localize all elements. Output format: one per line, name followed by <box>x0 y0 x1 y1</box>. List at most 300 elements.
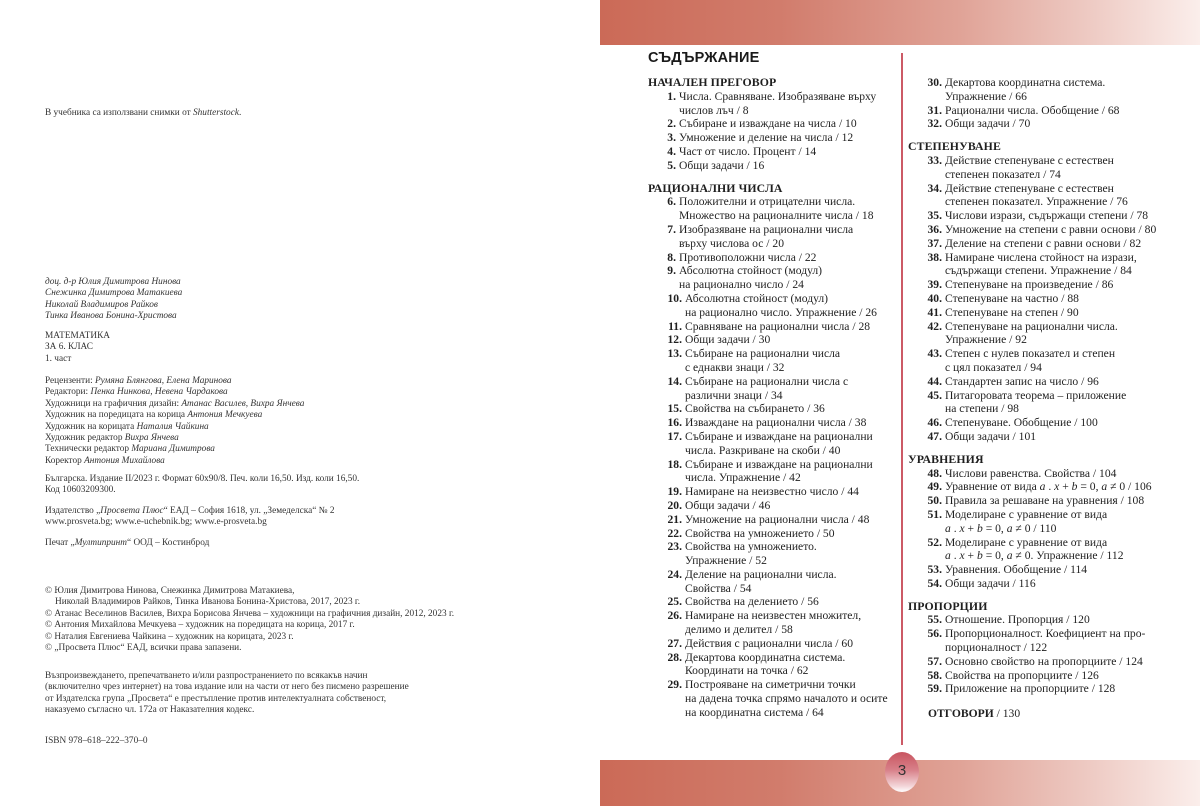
toc-entry-continuation[interactable] <box>908 402 1193 416</box>
toc-entry-text: Степенуване на произведение / 86 <box>945 278 1114 292</box>
credit-role: Коректор <box>45 455 85 466</box>
author: Тинка Иванова Бонина-Христова <box>45 311 177 322</box>
toc-entry-number: 19. <box>667 485 682 499</box>
toc-entry-continuation[interactable] <box>648 306 898 320</box>
toc-entry[interactable] <box>648 458 898 472</box>
toc-entry[interactable] <box>648 402 898 416</box>
toc-entry-text: Пропорционалност. Коефициент на про- <box>945 627 1146 641</box>
credit-role: Художници на графичния дизайн: <box>45 398 182 409</box>
toc-entry[interactable] <box>648 223 898 237</box>
toc-entry-text: числов лъч / 8 <box>679 103 749 117</box>
toc-entry[interactable] <box>908 627 1193 641</box>
toc-entry-text: с цял показател / 94 <box>945 360 1042 374</box>
toc-entry-text: Степен с нулев показател и степен <box>945 347 1116 361</box>
toc-entry-number: 16. <box>667 416 682 430</box>
credit-line <box>45 410 304 421</box>
toc-entry-number: 49. <box>927 480 942 494</box>
toc-entry-text: Декартова координатна система. <box>945 76 1106 89</box>
toc-entry-text: на рационално число / 24 <box>679 278 804 292</box>
toc-entry-number: 38. <box>927 250 942 264</box>
toc-entry-text: Общи задачи / 70 <box>945 117 1031 131</box>
toc-entry-number: 56. <box>927 627 942 641</box>
toc-entry-text: Основно свойство на пропорциите / 124 <box>945 654 1143 668</box>
toc-entry-text: Свойства на делението / 56 <box>685 595 819 609</box>
credit-role: Редактори: <box>45 387 91 398</box>
toc-entry-text: Общи задачи / 101 <box>945 429 1037 443</box>
toc-entry-text: Свойства на пропорциите / 126 <box>945 668 1099 682</box>
credits-list <box>45 376 304 467</box>
toc-entry-number: 9. <box>667 264 676 278</box>
toc-entry-number: 13. <box>667 347 682 361</box>
toc-entry-text: Свойства / 54 <box>685 581 752 595</box>
answers-label: ОТГОВОРИ <box>928 707 994 721</box>
toc-entry[interactable] <box>908 669 1193 683</box>
toc-entry-text: Събиране на рационални числа с <box>685 374 849 388</box>
credit-names: Вихра Янчева <box>124 433 179 444</box>
toc-entry-number: 28. <box>667 650 682 664</box>
toc-entry-text: Положителни и отрицателни числа. <box>679 195 856 209</box>
toc-page <box>600 0 1200 806</box>
toc-entry-continuation[interactable] <box>908 361 1193 375</box>
toc-entry-text: Свойства на умножението / 50 <box>685 526 835 540</box>
credit-role: Художник на поредицата на корица <box>45 410 188 421</box>
toc-entry-text: съдържащи степени. Упражнение / 84 <box>945 264 1132 278</box>
toc-entry[interactable] <box>908 237 1193 251</box>
toc-entry-text: Степенуване. Обобщение / 100 <box>945 416 1098 430</box>
toc-entry-continuation[interactable] <box>908 168 1193 182</box>
toc-entry-number: 22. <box>667 526 682 540</box>
toc-entry[interactable] <box>648 595 898 609</box>
toc-column-2 <box>908 76 1193 721</box>
toc-entry-text: различни знаци / 34 <box>685 388 783 402</box>
toc-entry[interactable] <box>648 159 898 173</box>
credit-names: Антония Мечкуева <box>187 410 263 421</box>
toc-entry-continuation[interactable] <box>908 195 1193 209</box>
credit-line <box>45 456 304 467</box>
toc-entry-continuation[interactable] <box>648 623 898 637</box>
toc-entry-text: Действия с рационални числа / 60 <box>685 636 853 650</box>
toc-entry-number: 55. <box>927 613 942 627</box>
toc-entry-continuation[interactable] <box>648 104 898 118</box>
toc-entry[interactable] <box>908 223 1193 237</box>
toc-entry-text: Степенуване на частно / 88 <box>945 291 1079 305</box>
toc-entry[interactable] <box>908 682 1193 696</box>
toc-entry-text: степенен показател. Упражнение / 76 <box>945 195 1128 209</box>
toc-entry-continuation[interactable] <box>648 209 898 223</box>
toc-entry-text: Рационални числа. Обобщение / 68 <box>945 103 1120 117</box>
toc-entry-continuation[interactable] <box>648 692 898 706</box>
toc-entry-text: Абсолютна стойност (модул) <box>679 264 823 278</box>
toc-entry[interactable] <box>908 375 1193 389</box>
copyright-line: © Атанас Веселинов Василев, Вихра Борисова Янчева – художници на графичния дизайн, 2012, 2023 г. <box>45 608 455 619</box>
credit-line <box>45 387 304 398</box>
credit-names: Мариана Димитрова <box>131 444 215 455</box>
page-number-badge: 3 <box>885 752 919 792</box>
toc-entry-number: 2. <box>667 117 676 131</box>
toc-entry-text: Упражнение / 52 <box>685 554 767 568</box>
toc-entry-continuation[interactable] <box>648 444 898 458</box>
rights-notice <box>45 671 409 717</box>
credit-names: Румяна Блянгова, Елена Маринова <box>94 376 232 386</box>
toc-entry-number: 23. <box>667 540 682 554</box>
copyright-line: © Наталия Евгениева Чайкина – художник на корицата, 2023 г. <box>45 631 294 642</box>
toc-entry[interactable] <box>908 577 1193 591</box>
toc-entry-text: a . x + b = 0, a ≠ 0. Упражнение / 112 <box>945 549 1124 563</box>
toc-entry[interactable] <box>908 104 1193 118</box>
toc-entry-number: 40. <box>927 291 942 305</box>
toc-entry[interactable] <box>908 306 1193 320</box>
toc-entry-text: Упражнение / 92 <box>945 333 1027 347</box>
toc-entry[interactable] <box>908 76 1193 90</box>
toc-entry[interactable] <box>908 117 1193 131</box>
toc-entry-number: 57. <box>927 654 942 668</box>
toc-entry-text: Умножение на рационални числа / 48 <box>685 512 870 526</box>
toc-entry-text: Множество на рационалните числа / 18 <box>679 209 874 223</box>
toc-entry-continuation[interactable] <box>908 333 1193 347</box>
toc-entry[interactable] <box>908 320 1193 334</box>
toc-entry-continuation[interactable] <box>908 264 1193 278</box>
toc-entry-number: 52. <box>927 535 942 549</box>
toc-entry[interactable] <box>648 145 898 159</box>
rights-line: Възпроизвеждането, препечатването и/или разпространението по всякакъв начин <box>45 671 368 681</box>
toc-entry[interactable] <box>908 251 1193 265</box>
toc-entry-text: на рационално число. Упражнение / 26 <box>685 305 877 319</box>
edition-info <box>45 474 359 497</box>
photo-note-text: В учебника са използвани снимки от <box>45 108 193 118</box>
toc-section-heading[interactable]: СТЕПЕНУВАНЕ <box>908 139 1001 154</box>
book-grade: ЗА 6. КЛАС <box>45 342 93 353</box>
toc-entry-number: 11. <box>668 319 682 333</box>
isbn: ISBN 978–618–222–370–0 <box>45 736 148 746</box>
toc-entry-text: Питагоровата теорема – приложение <box>945 388 1127 402</box>
toc-column-1 <box>648 76 898 720</box>
toc-entry[interactable] <box>648 320 898 334</box>
toc-entry-text: Част от число. Процент / 14 <box>679 144 817 158</box>
toc-entry-number: 20. <box>667 498 682 512</box>
toc-entry-text: Събиране и изваждане на рационални <box>685 429 873 443</box>
toc-entry[interactable] <box>908 480 1193 494</box>
toc-entry[interactable] <box>648 131 898 145</box>
toc-entry[interactable] <box>908 494 1193 508</box>
credit-line <box>45 433 304 444</box>
credit-names: Антония Михайлова <box>84 455 165 466</box>
photo-note-end: . <box>238 108 242 118</box>
toc-entry-number: 54. <box>927 576 942 590</box>
toc-entry[interactable] <box>908 182 1193 196</box>
toc-entry-number: 17. <box>667 429 682 443</box>
toc-entry[interactable] <box>648 264 898 278</box>
credit-role: Технически редактор <box>45 444 132 455</box>
toc-entry-number: 59. <box>927 682 942 696</box>
toc-entry-text: върху числова ос / 20 <box>679 236 785 250</box>
publisher-name: Просвета Плюс <box>100 506 164 516</box>
toc-entry-number: 3. <box>667 131 676 145</box>
publisher-info <box>45 506 335 529</box>
toc-entry-number: 8. <box>667 250 676 264</box>
printing-info <box>45 538 209 549</box>
toc-entry[interactable] <box>908 430 1193 444</box>
toc-entry-continuation[interactable] <box>648 582 898 596</box>
toc-entry-number: 21. <box>667 512 682 526</box>
toc-entry-text: Моделиране с уравнение от вида <box>945 535 1108 549</box>
toc-entry[interactable] <box>648 651 898 665</box>
toc-entry-number: 48. <box>927 466 942 480</box>
toc-entry[interactable] <box>908 154 1193 168</box>
toc-entry-number: 18. <box>667 457 682 471</box>
toc-entry-continuation[interactable] <box>648 471 898 485</box>
toc-entry[interactable] <box>648 195 898 209</box>
toc-entry-text: Свойства на умножението. <box>685 540 817 554</box>
toc-entry-number: 26. <box>667 609 682 623</box>
toc-title: СЪДЪРЖАНИЕ <box>648 50 760 66</box>
toc-entry-text: Намиране числена стойност на изрази, <box>945 250 1137 264</box>
toc-entry-text: Умножение и деление на числа / 12 <box>679 131 854 145</box>
toc-entry-number: 41. <box>927 305 942 319</box>
header-band <box>600 0 1200 45</box>
copyright-line: © „Просвета Плюс“ ЕАД, всички права запазени. <box>45 643 242 654</box>
toc-entry-text: Упражнение / 66 <box>945 89 1027 103</box>
toc-entry-number: 25. <box>667 595 682 609</box>
toc-entry-text: Моделиране с уравнение от вида <box>945 507 1108 521</box>
toc-entry-text: Приложение на пропорциите / 128 <box>945 682 1116 696</box>
toc-entry-continuation[interactable] <box>648 706 898 720</box>
credit-names: Атанас Василев, Вихра Янчева <box>181 398 305 409</box>
toc-entry[interactable] <box>648 90 898 104</box>
toc-entry-text: Уравнения. Обобщение / 114 <box>945 563 1088 577</box>
toc-entry[interactable] <box>908 416 1193 430</box>
toc-entry[interactable] <box>648 540 898 554</box>
toc-entry[interactable] <box>648 637 898 651</box>
toc-entry[interactable] <box>908 278 1193 292</box>
toc-entry-continuation[interactable] <box>648 361 898 375</box>
toc-entry-text: Уравнение от вида a . x + b = 0, a ≠ 0 / 106 <box>945 480 1152 494</box>
printing-prefix: Печат „ <box>45 538 75 548</box>
toc-entry-text: Общи задачи / 46 <box>685 498 771 512</box>
credit-role: Рецензенти: <box>45 376 95 386</box>
toc-entry-text: на дадена точка спрямо началото и осите <box>685 692 888 706</box>
toc-entry-text: Деление на степени с равни основи / 82 <box>945 236 1142 250</box>
toc-entry-text: Абсолютна стойност (модул) <box>685 291 829 305</box>
credit-names: Пенка Нинкова, Невена Чардакова <box>90 387 228 398</box>
toc-entry-text: числа. Упражнение / 42 <box>685 471 801 485</box>
toc-entry-text: a . x + b = 0, a ≠ 0 / 110 <box>945 521 1057 535</box>
toc-entry-text: степенен показател / 74 <box>945 167 1061 181</box>
edition-line: Българска. Издание II/2023 г. Формат 60х90/8. Печ. коли 16,50. Изд. коли 16,50. <box>45 474 360 484</box>
toc-section-heading[interactable]: НАЧАЛЕН ПРЕГОВОР <box>648 75 777 89</box>
credit-line <box>45 376 304 387</box>
toc-entry-number: 33. <box>927 153 942 167</box>
photo-source: Shutterstock <box>193 108 239 118</box>
toc-entry-continuation[interactable] <box>908 641 1193 655</box>
toc-entry-number: 27. <box>667 636 682 650</box>
toc-entry[interactable] <box>908 563 1193 577</box>
book-title-block <box>45 331 110 365</box>
credit-role: Художник на корицата <box>45 421 137 432</box>
toc-entry[interactable] <box>648 416 898 430</box>
book-title: МАТЕМАТИКА <box>45 331 110 341</box>
toc-entry-continuation[interactable] <box>648 237 898 251</box>
toc-entry-text: Общи задачи / 16 <box>679 158 765 172</box>
toc-section-heading[interactable]: ПРОПОРЦИИ <box>908 598 988 613</box>
toc-entry-text: с еднакви знаци / 32 <box>685 360 785 374</box>
copyright-line: Николай Владимиров Райков, Тинка Иванова Бонина-Христова, 2017, 2023 г. <box>55 597 361 608</box>
toc-entry-text: Сравняване на рационални числа / 28 <box>685 319 871 333</box>
toc-entry-text: Намиране на неизвестно число / 44 <box>685 485 859 499</box>
toc-entry-number: 29. <box>667 678 682 692</box>
toc-entry-text: Събиране и изваждане на числа / 10 <box>679 117 857 131</box>
toc-entry-number: 50. <box>927 494 942 508</box>
toc-section-heading[interactable]: РАЦИОНАЛНИ ЧИСЛА <box>648 180 783 195</box>
toc-entry-text: на координатна система / 64 <box>685 705 824 719</box>
toc-entry-text: Степенуване на рационални числа. <box>945 319 1118 333</box>
rights-line: (включително чрез интернет) на това издание или на части от него без писмено разрешение <box>45 682 409 693</box>
toc-entry-continuation[interactable] <box>908 549 1193 563</box>
toc-entry-number: 45. <box>927 388 942 402</box>
toc-entry-number: 36. <box>927 222 942 236</box>
toc-entry[interactable] <box>648 527 898 541</box>
toc-entry[interactable] <box>908 655 1193 669</box>
toc-section-heading[interactable]: УРАВНЕНИЯ <box>908 451 984 466</box>
toc-entry-number: 7. <box>667 222 676 236</box>
toc-entry[interactable] <box>908 389 1193 403</box>
toc-entry[interactable] <box>648 678 898 692</box>
toc-entry-number: 46. <box>927 416 942 430</box>
toc-entry[interactable] <box>648 568 898 582</box>
toc-entry-text: Противоположни числа / 22 <box>679 250 817 264</box>
toc-entry-text: Построяване на симетрични точки <box>685 678 856 692</box>
toc-entry[interactable] <box>648 251 898 265</box>
toc-entry-text: Умножение на степени с равни основи / 80 <box>945 222 1157 236</box>
toc-entry-text: Деление на рационални числа. <box>685 567 837 581</box>
toc-entry[interactable] <box>648 347 898 361</box>
toc-entry-text: делимо и делител / 58 <box>685 623 793 637</box>
book-part: 1. част <box>45 353 72 364</box>
toc-entry[interactable] <box>908 347 1193 361</box>
author: Николай Владимиров Райков <box>45 299 158 310</box>
toc-entry-text: Изваждане на рационални числа / 38 <box>685 416 867 430</box>
toc-entry-text: Правила за решаване на уравнения / 108 <box>945 494 1145 508</box>
toc-entry[interactable] <box>908 536 1193 550</box>
toc-entry-text: Числа. Сравняване. Изобразяване върху <box>679 89 877 103</box>
toc-entry-text: Отношение. Пропорция / 120 <box>945 613 1090 627</box>
toc-entry[interactable] <box>908 613 1193 627</box>
toc-entry[interactable] <box>648 333 898 347</box>
toc-entry-number: 47. <box>927 429 942 443</box>
credit-line <box>45 399 304 410</box>
toc-entry-number: 44. <box>927 374 942 388</box>
copyright-notice <box>45 586 454 654</box>
toc-entry-number: 51. <box>927 507 942 521</box>
toc-entry-number: 42. <box>927 319 942 333</box>
toc-entry[interactable] <box>648 499 898 513</box>
printing-line <box>45 538 209 549</box>
toc-entry-number: 5. <box>667 158 676 172</box>
photo-credit-note <box>45 108 241 119</box>
toc-entry-text: на степени / 98 <box>945 402 1019 416</box>
toc-entry-number: 58. <box>927 668 942 682</box>
publisher-prefix: Издателство „ <box>45 506 101 516</box>
toc-entry-number: 53. <box>927 563 942 577</box>
toc-entry-number: 24. <box>667 567 682 581</box>
toc-entry[interactable] <box>648 609 898 623</box>
toc-entry-text: Свойства на събирането / 36 <box>685 402 825 416</box>
toc-entry-continuation[interactable] <box>648 664 898 678</box>
toc-entry-number: 37. <box>927 236 942 250</box>
printing-suffix: “ ООД – Костинброд <box>127 538 210 548</box>
publisher-websites: www.prosveta.bg; www.e-uchebnik.bg; www.e-prosveta.bg <box>45 517 267 528</box>
authors-list <box>45 277 182 323</box>
copyright-line: © Антония Михайлова Мечкуева – художник на поредицата на корица, 2017 г. <box>45 620 355 631</box>
toc-entry-continuation[interactable] <box>908 90 1193 104</box>
toc-entry-number: 15. <box>667 402 682 416</box>
column-divider <box>901 53 903 745</box>
toc-entry-number: 14. <box>667 374 682 388</box>
toc-entry-number: 10. <box>667 291 682 305</box>
credit-names: Наталия Чайкина <box>136 421 209 432</box>
answers-page: / 130 <box>993 707 1021 721</box>
printer-name: Мултипринт <box>74 538 127 548</box>
toc-entry[interactable] <box>648 430 898 444</box>
toc-entry-text: Степенуване на степен / 90 <box>945 305 1079 319</box>
toc-entry-number: 43. <box>927 347 942 361</box>
author: Снежинка Димитрова Матакиева <box>45 288 183 299</box>
toc-entry[interactable] <box>648 485 898 499</box>
rights-line: от Издателска група „Просвета“ е престъпление против интелектуалната собственост, <box>45 693 387 704</box>
toc-entry[interactable] <box>908 467 1193 481</box>
toc-entry[interactable] <box>908 209 1193 223</box>
toc-entry-text: Общи задачи / 116 <box>945 576 1036 590</box>
toc-entry[interactable] <box>648 513 898 527</box>
toc-entry-continuation[interactable] <box>648 278 898 292</box>
toc-entry-continuation[interactable] <box>648 389 898 403</box>
toc-entry-text: Намиране на неизвестен множител, <box>685 609 862 623</box>
toc-entry-text: Събиране и изваждане на рационални <box>685 457 873 471</box>
toc-entry-continuation[interactable] <box>648 554 898 568</box>
toc-entry-number: 6. <box>667 195 676 209</box>
toc-entry-text: числа. Разкриване на скоби / 40 <box>685 443 841 457</box>
publisher-line <box>45 506 335 517</box>
credit-line <box>45 444 304 455</box>
toc-entry[interactable] <box>648 375 898 389</box>
toc-answers-entry[interactable] <box>908 707 1193 721</box>
copyright-line: © Юлия Димитрова Нинова, Снежинка Димитрова Матакиева, <box>45 586 295 596</box>
toc-entry-continuation[interactable] <box>908 522 1193 536</box>
credit-role: Художник редактор <box>45 433 125 444</box>
toc-entry-text: Събиране на рационални числа <box>685 347 841 361</box>
toc-entry-number: 32. <box>927 117 942 131</box>
toc-entry-text: Действие степенуване с естествен <box>945 153 1114 167</box>
rights-line: наказуемо съгласно чл. 172а от Наказателния кодекс. <box>45 705 255 716</box>
toc-entry-text: порционалност / 122 <box>945 641 1048 655</box>
toc-entry-text: Координати на точка / 62 <box>685 664 809 678</box>
toc-entry-text: Общи задачи / 30 <box>685 333 771 347</box>
credit-line <box>45 422 304 433</box>
toc-entry[interactable] <box>908 292 1193 306</box>
toc-entry[interactable] <box>648 117 898 131</box>
toc-entry[interactable] <box>648 292 898 306</box>
toc-entry-text: Декартова координатна система. <box>685 650 846 664</box>
toc-entry-text: Стандартен запис на число / 96 <box>945 374 1099 388</box>
toc-entry-number: 1. <box>667 89 676 103</box>
toc-entry[interactable] <box>908 508 1193 522</box>
toc-entry-number: 35. <box>927 209 942 223</box>
publisher-address: “ ЕАД – София 1618, ул. „Земеделска“ № 2 <box>163 506 335 516</box>
toc-entry-text: Числови изрази, съдържащи степени / 78 <box>945 209 1149 223</box>
toc-entry-number: 34. <box>927 181 942 195</box>
toc-entry-number: 30. <box>927 76 942 89</box>
toc-entry-number: 12. <box>667 333 682 347</box>
author: доц. д-р Юлия Димитрова Нинова <box>45 277 181 287</box>
